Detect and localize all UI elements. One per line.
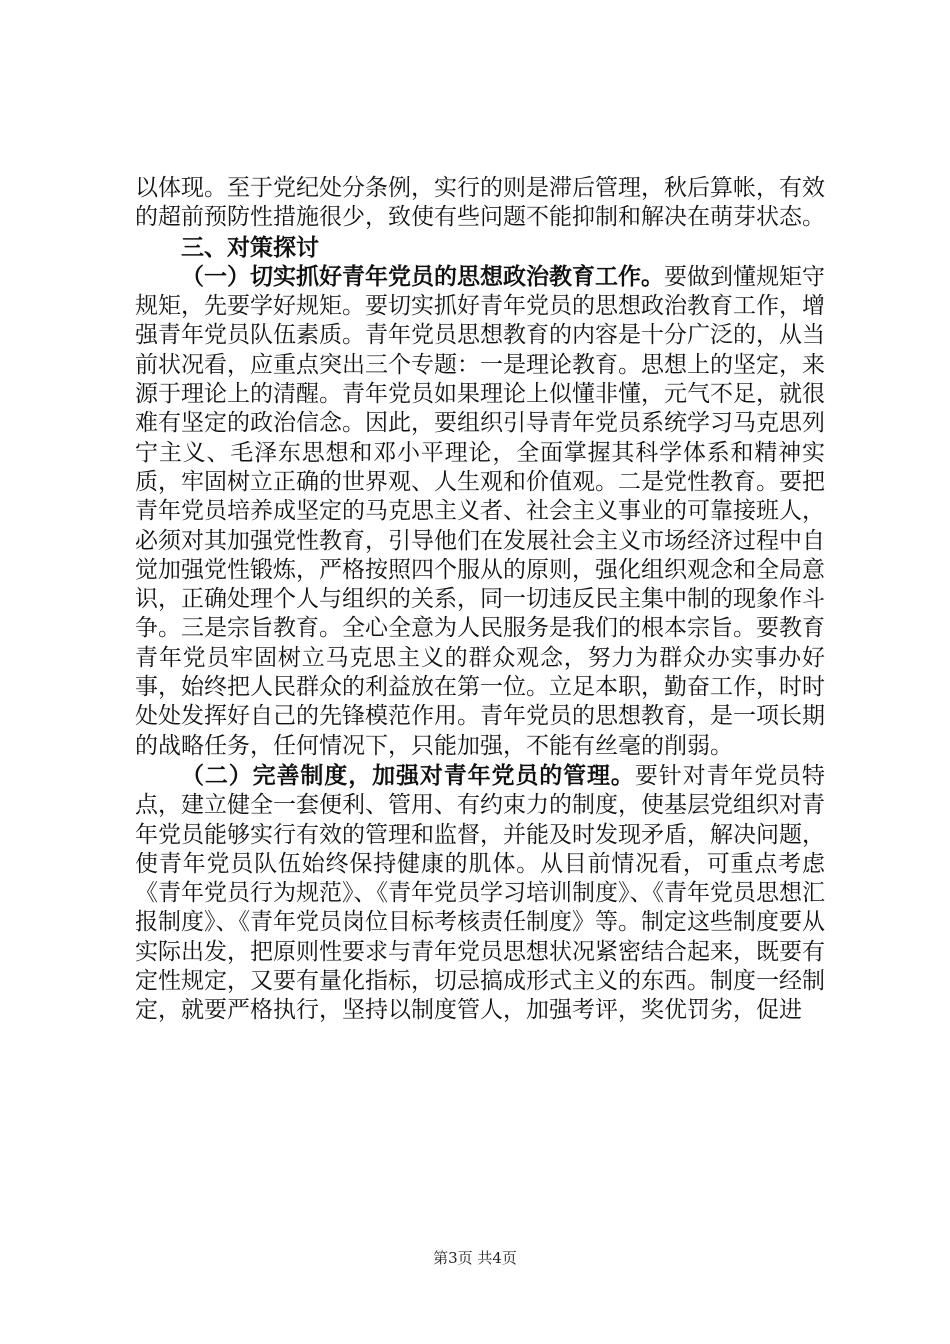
section-heading-3: 三、对策探讨 — [181, 233, 319, 261]
document-body — [135, 174, 825, 1026]
paragraph-section-2 — [135, 761, 825, 1026]
paragraph-continued: 以体现。至于党纪处分条例，实行的则是滞后管理，秋后算帐，有效的超前预防性措施很少，致使有些问题不能抑制和解决在萌芽状态。 — [135, 175, 825, 231]
paragraph-section-1 — [135, 262, 825, 761]
section-1-body: 要做到懂规矩守规矩，先要学好规矩。要切实抓好青年党员的思想政治教育工作，增强青年党员队伍素质。青年党员思想教育的内容是十分广泛的，从当前状况看，应重点突出三个专题：一是理论教育。思想上的坚定，来源于理论上的清醒。青年党员如果理论上似懂非懂，元气不足，就很难有坚定的政治信念。因此，要组织引导青年党员系统学习马克思列宁主义、毛泽东思想和邓小平理论，全面掌握其科学体系和精神实质，牢固树立正确的世界观、人生观和价值观。二是党性教育。要把青年党员培养成坚定的马克思主义者、社会主义事业的可靠接班人，必须对其加强党性教育，引导他们在发展社会主义市场经济过程中自觉加强党性锻炼，严格按照四个服从的原则，强化组织观念和全局意识，正确处理个人与组织的关系，同一切违反民主集中制的现象作斗争。三是宗旨教育。全心全意为人民服务是我们的根本宗旨。要教育青年党员牢固树立马克思主义的群众观念，努力为群众办实事办好事，始终把人民群众的利益放在第一位。立足本职，勤奋工作，时时处处发挥好自己的先锋模范作用。青年党员的思想教育，是一项长期的战略任务，任何情况下，只能加强，不能有丝毫的削弱。 — [135, 263, 825, 759]
page-number: 第3页 共4页 — [433, 1249, 517, 1267]
section-2-lead: （二）完善制度，加强对青年党员的管理。 — [181, 761, 635, 789]
section-1-lead: （一）切实抓好青年党员的思想政治教育工作。 — [181, 262, 664, 290]
section-2-body: 要针对青年党员特点，建立健全一套便利、管用、有约束力的制度，使基层党组织对青年党员能够实行有效的管理和监督，并能及时发现矛盾，解决问题，使青年党员队伍始终保持健康的肌体。从目前情况看，可重点考虑《青年党员行为规范》、《青年党员学习培训制度》、《青年党员思想汇报制度》、《青年党员岗位目标考核责任制度》等。制定这些制度要从实际出发，把原则性要求与青年党员思想状况紧密结合起来，既要有定性规定，又要有量化指标，切忌搞成形式主义的东西。制度一经制定，就要严格执行，坚持以制度管人，加强考评，奖优罚劣，促进 — [135, 762, 826, 1024]
page-footer — [0, 1248, 950, 1268]
